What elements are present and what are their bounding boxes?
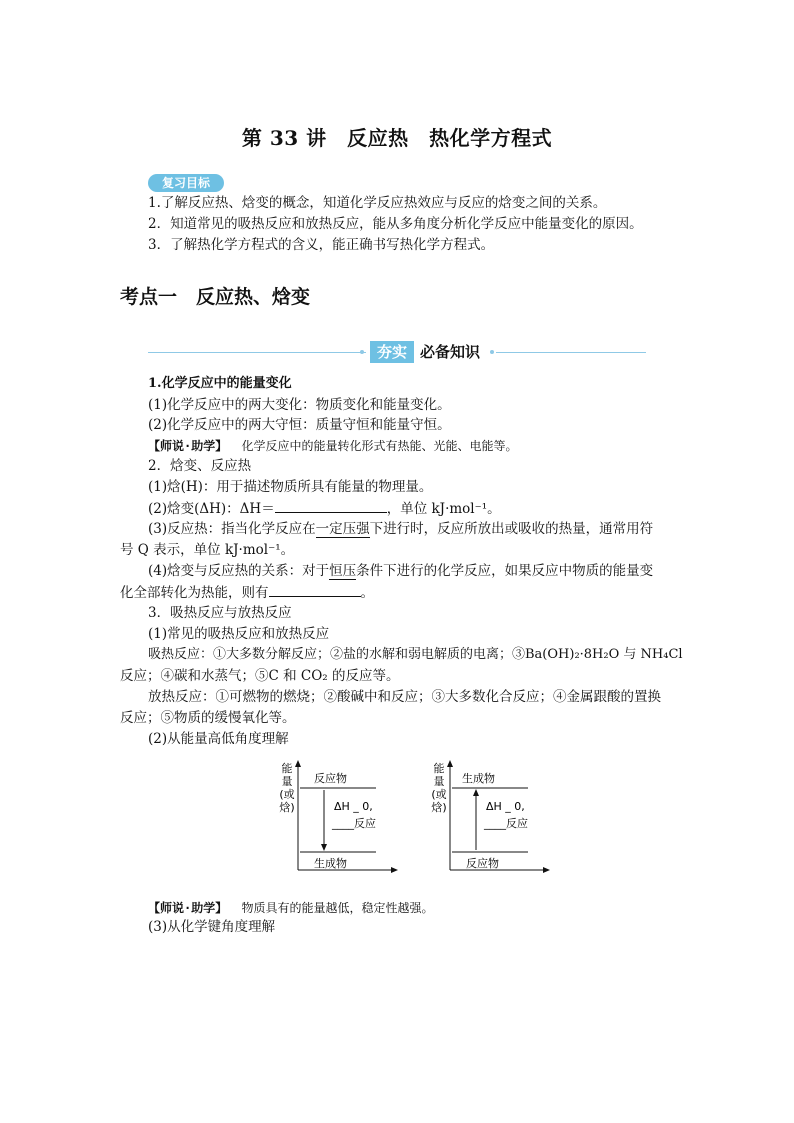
s4-p1: (3)从化学键角度理解 [148, 919, 276, 935]
y-label-3: (或 [279, 788, 295, 801]
s3-p5: 反应；⑤物质的缓慢氧化等。 [120, 710, 296, 726]
energy-diagram-exothermic [278, 758, 398, 883]
s2-p3 [148, 519, 653, 539]
s2-p4 [148, 561, 653, 581]
s2-p4-underlined: 恒压 [329, 563, 357, 579]
s2-p4-cont [120, 582, 374, 603]
tip2 [148, 898, 434, 918]
banner-rule-right [496, 352, 646, 353]
delta-arrow-head [321, 844, 327, 851]
bottom-label: 反应物 [466, 857, 499, 870]
s1-p1: (1)化学反应中的两大变化：物质变化和能量变化。 [148, 397, 451, 413]
rxn-label: ____反应 [484, 817, 528, 830]
s2-p3-text-b: 下进行时，反应所放出或吸收的热量，通常用符 [369, 521, 654, 537]
s3-heading: 3．吸热反应与放热反应 [148, 605, 292, 621]
x-axis-arrow [391, 867, 398, 873]
s3-p4: 放热反应：①可燃物的燃烧；②酸碱中和反应；③大多数化合反应；④金属跟酸的置换 [148, 689, 661, 705]
s2-p3-cont: 号 Q 表示，单位 kJ·mol⁻¹。 [120, 542, 295, 558]
banner-box: 夯实 [370, 341, 414, 363]
y-label-4: 焓) [431, 801, 447, 814]
y-label-1: 能 [433, 762, 445, 775]
tip-text: 化学反应中的能量转化形式有热能、光能、电能等。 [241, 439, 518, 453]
banner-dot-right [490, 350, 494, 354]
s2-p2 [148, 498, 501, 519]
s3-p3: 反应；④碳和水蒸气；⑤C 和 CO₂ 的反应等。 [120, 668, 400, 684]
banner-dot-left [360, 350, 364, 354]
y-label-3: (或 [431, 788, 447, 801]
y-label-1: 能 [281, 762, 293, 775]
tip2-text: 物质具有的能量越低，稳定性越强。 [241, 901, 434, 915]
top-label: 反应物 [314, 772, 347, 785]
relation-blank [269, 582, 361, 597]
delta-arrow-head [473, 789, 479, 796]
objective-2: 2．知道常见的吸热反应和放热反应，能从多角度分析化学反应中能量变化的原因。 [148, 216, 643, 232]
s2-p4-text-b: 条件下进行的化学反应，如果反应中物质的能量变 [356, 563, 654, 579]
s3-p2: 吸热反应：①大多数分解反应；②盐的水解和弱电解质的电离；③Ba(OH)₂·8H₂O 与 NH₄Cl [148, 647, 683, 662]
banner-rule-left [148, 352, 366, 353]
s3-p6: (2)从能量高低角度理解 [148, 731, 289, 747]
s2-p2-text: (2)焓变(ΔH)：ΔH＝ [148, 501, 275, 517]
bottom-label: 生成物 [314, 857, 347, 870]
delta-h-blank [275, 498, 387, 513]
objectives-badge: 复习目标 [148, 174, 224, 192]
tip2-label: 【师说·助学】 [148, 901, 228, 915]
y-label-2: 量 [433, 775, 445, 788]
x-axis-arrow [543, 867, 550, 873]
s2-p2-unit: ，单位 kJ·mol⁻¹。 [386, 501, 501, 517]
lecture-title: 第 33 讲 反应热 热化学方程式 [241, 126, 553, 150]
y-label-2: 量 [281, 775, 293, 788]
s1-tip [148, 436, 518, 456]
banner-label: 必备知识 [420, 343, 481, 361]
energy-diagram-endothermic [430, 758, 550, 883]
s2-p3-text: (3)反应热：指当化学反应在 [148, 521, 316, 537]
tip-label: 【师说·助学】 [148, 439, 228, 453]
s2-p1: (1)焓(H)：用于描述物质所具有能量的物理量。 [148, 479, 433, 495]
knowledge-banner [148, 340, 646, 364]
rxn-label: ____反应 [332, 817, 376, 830]
dh-label: ΔH _ 0, [334, 800, 373, 813]
s2-p4-text: (4)焓变与反应热的关系：对于 [148, 563, 330, 579]
s2-p4-text-c: 化全部转化为热能，则有 [120, 585, 269, 601]
s2-p4-end: 。 [360, 585, 374, 601]
section-title: 考点一 反应热、焓变 [120, 286, 311, 308]
y-axis-arrow [295, 760, 301, 767]
objective-1: 1.了解反应热、焓变的概念，知道化学反应热效应与反应的焓变之间的关系。 [148, 195, 607, 211]
objective-3: 3．了解热化学方程式的含义，能正确书写热化学方程式。 [148, 237, 495, 253]
s1-p2: (2)化学反应中的两大守恒：质量守恒和能量守恒。 [148, 417, 451, 433]
s2-heading: 2．焓变、反应热 [148, 458, 252, 474]
y-label-4: 焓) [279, 801, 295, 814]
top-label: 生成物 [462, 772, 495, 785]
dh-label: ΔH _ 0, [486, 800, 525, 813]
s3-p1: (1)常见的吸热反应和放热反应 [148, 626, 330, 642]
s2-p3-underlined: 一定压强 [315, 521, 370, 537]
y-axis-arrow [447, 760, 453, 767]
s1-heading: 1.化学反应中的能量变化 [148, 376, 292, 391]
